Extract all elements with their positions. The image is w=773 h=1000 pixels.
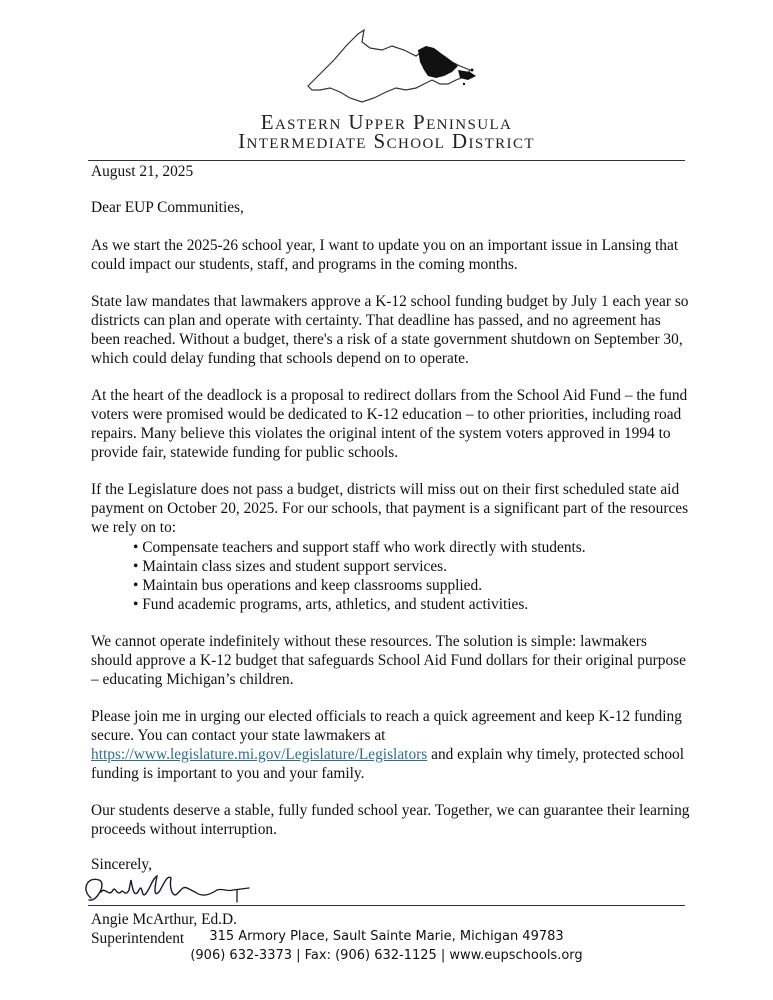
list-item: • Maintain bus operations and keep classrooms supplied.: [133, 576, 691, 595]
cta-text-before: Please join me in urging our elected officials to reach a quick agreement and keep K-12 funding secure. You can contact your state lawmakers at: [91, 708, 682, 744]
paragraph-payment: If the Legislature does not pass a budget, districts will miss out on their first scheduled state aid payment on October 20, 2025. For our schools, that payment is a significant part of the resources we rely on to:: [91, 481, 689, 536]
footer-contact: (906) 632-3373 | Fax: (906) 632-1125 | www.eupschools.org: [190, 948, 583, 963]
legislators-link[interactable]: https://www.legislature.mi.gov/Legislature/Legislators: [91, 746, 428, 763]
cta-text-after: and explain why timely, protected school funding is important to you and your family.: [91, 746, 684, 782]
paragraph-intro: As we start the 2025-26 school year, I want to update you on an important issue in Lansing that could impact our students, staff, and programs in the coming months.: [91, 237, 679, 273]
paragraph-deadlock: At the heart of the deadlock is a proposal to redirect dollars from the School Aid Fund – the fund voters were promised would be dedicated to K-12 education – to other priorities, including road repairs. Many believe this violates the original intent of the system voters approved in 1994 to provide fair, statewide funding for public schools.: [91, 387, 688, 461]
salutation: Dear EUP Communities,: [91, 199, 244, 216]
org-name-line1: Eastern Upper Peninsula: [260, 110, 513, 134]
footer-divider: [88, 905, 685, 906]
michigan-upper-peninsula-map-icon: [300, 26, 480, 108]
footer-address: 315 Armory Place, Sault Sainte Marie, Michigan 49783: [209, 929, 564, 944]
paragraph-state-law: State law mandates that lawmakers approve a K-12 school funding budget by July 1 each year so districts can plan and operate with certainty. That deadline has passed, and no agreement has been reached. Without a budget, there's a risk of a state government shutdown on September 30, which could delay funding that schools depend on to operate.: [91, 293, 689, 367]
signer-title: Superintendent: [91, 930, 185, 947]
list-item: • Fund academic programs, arts, athletics, and student activities.: [133, 595, 691, 614]
list-item: • Maintain class sizes and student support services.: [133, 557, 691, 576]
letter-date: August 21, 2025: [91, 163, 194, 180]
letter-body: [91, 162, 691, 948]
org-name-line2: Intermediate School District: [238, 129, 535, 153]
paragraph-call-to-action: [91, 707, 691, 783]
signer-name: Angie McArthur, Ed.D.: [91, 911, 237, 928]
paragraph-conclusion: Our students deserve a stable, fully funded school year. Together, we can guarantee their learning proceeds without interruption.: [91, 802, 690, 838]
paragraph-solution: We cannot operate indefinitely without these resources. The solution is simple: lawmakers should approve a K-12 budget that safeguards School Aid Fund dollars for their original purpose – educating Michigan’s children.: [91, 633, 686, 688]
closing: Sincerely,: [91, 856, 152, 873]
resource-list: [133, 538, 691, 614]
header-divider: [88, 160, 685, 161]
list-item: • Compensate teachers and support staff who work directly with students.: [133, 538, 691, 557]
